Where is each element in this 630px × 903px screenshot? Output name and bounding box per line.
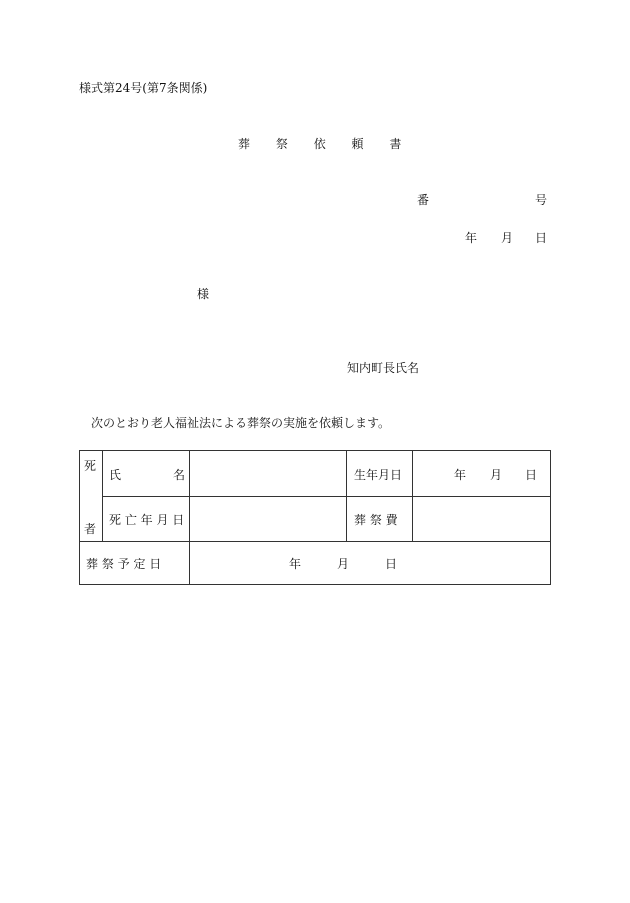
funeral-cost-value[interactable] (416, 499, 546, 538)
death-date-label: 死 亡 年 月 日 (109, 513, 185, 527)
addressee-honorific: 様 (197, 287, 210, 301)
col-divider (412, 451, 413, 541)
form-number: 様式第24号(第7条関係) (79, 81, 208, 95)
row-divider (102, 496, 551, 497)
title-char: 頼 (351, 137, 364, 151)
birth-month: 月 (490, 468, 503, 482)
birth-year: 年 (454, 468, 467, 482)
deceased-label-bottom: 者 (84, 522, 97, 536)
scheduled-year: 年 (289, 557, 302, 571)
sender-name: 知内町長氏名 (347, 361, 420, 375)
death-date-value[interactable] (193, 499, 343, 538)
row-divider (80, 541, 551, 542)
birth-day: 日 (525, 468, 538, 482)
document-title (238, 137, 423, 151)
deceased-label-top: 死 (84, 459, 97, 473)
title-char: 葬 (238, 137, 251, 151)
reference-gou: 号 (535, 193, 548, 207)
col-divider (102, 451, 103, 541)
name-value[interactable] (193, 454, 343, 493)
scheduled-month: 月 (337, 557, 350, 571)
funeral-request-table (79, 450, 551, 585)
name-label-a: 氏 (109, 468, 122, 482)
date-year: 年 (465, 231, 478, 245)
title-char: 書 (389, 137, 402, 151)
birth-label: 生年月日 (354, 468, 403, 482)
col-divider (346, 451, 347, 541)
name-label-b: 名 (173, 468, 186, 482)
title-char: 依 (313, 137, 326, 151)
col-divider (189, 451, 190, 585)
intro-text: 次のとおり老人福祉法による葬祭の実施を依頼します。 (91, 416, 391, 430)
date-month: 月 (501, 231, 514, 245)
reference-ban: 番 (417, 193, 430, 207)
title-char: 祭 (275, 137, 288, 151)
scheduled-date-label: 葬 祭 予 定 日 (86, 557, 162, 571)
scheduled-day: 日 (385, 557, 398, 571)
date-day: 日 (535, 231, 548, 245)
funeral-cost-label: 葬 祭 費 (354, 513, 398, 527)
